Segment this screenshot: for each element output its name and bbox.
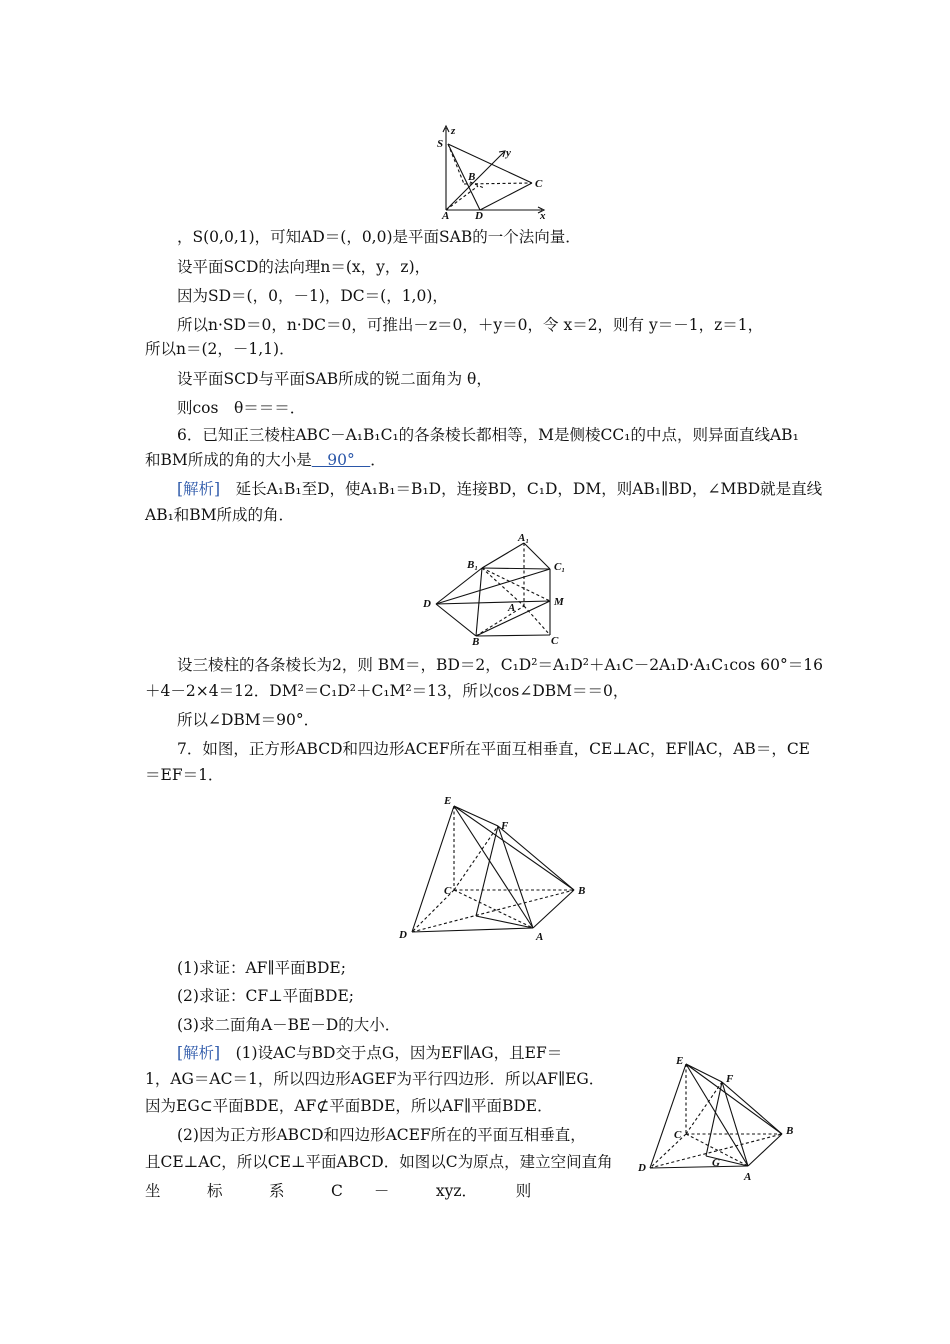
label-A1: A₁ [518,534,530,544]
label-C1: C₁ [554,561,566,573]
label-F: F [726,1073,734,1085]
figure-triangular-prism [420,534,580,646]
label-C: C [535,178,543,190]
label-M: M [554,596,564,608]
analysis-tag: [解析] [177,480,221,498]
part-1: (1)求证：AF∥平面BDE; [177,959,346,977]
figure-square-with-point-g [636,1054,806,1186]
solution-7-line-6: 坐 标 系 C － xyz． 则 [145,1182,532,1200]
label-x: x [540,210,546,220]
part-2: (2)求证：CF⊥平面BDE; [177,987,355,1005]
question-7-line-2: ＝EF＝1． [145,766,224,784]
text-line: 设平面SCD与平面SAB所成的锐二面角为 θ， [177,370,492,388]
label-y: y [506,147,511,159]
solution-text: (1)设AC与BD交于点G，因为EF∥AG，且EF＝ [220,1044,563,1062]
solution-7-line-3: 因为EG⊂平面BDE，AF⊄平面BDE，所以AF∥平面BDE． [145,1097,553,1115]
question-6-line-1: 6．已知正三棱柱ABC－A₁B₁C₁的各条棱长都相等，M是侧棱CC₁的中点，则异面直线AB₁ [177,426,799,444]
label-E: E [676,1055,684,1067]
label-B: B [786,1125,794,1137]
period: ． [370,451,386,469]
text-line: ，S(0,0,1)，可知AD＝(，0,0)是平面SAB的一个法向量． [177,228,581,246]
label-B1: B₁ [467,559,479,571]
label-A: A [508,602,516,614]
solution-7-line-5: 且CE⊥AC，所以CE⊥平面ABCD．如图以C为原点，建立空间直角 [145,1153,613,1171]
solution-6-line-3: 设三棱柱的各条棱长为2，则 BM＝，BD＝2，C₁D²＝A₁D²＋A₁C－2A₁D·A₁C₁cos 60°＝16 [177,656,823,674]
label-B: B [578,885,586,897]
figure-coordinate-pyramid [430,122,560,220]
text-line: 则cos θ＝＝＝． [177,399,306,417]
label-C: C [674,1129,682,1141]
solution-7-line-4: (2)因为正方形ABCD和四边形ACEF所在的平面互相垂直， [177,1126,586,1144]
label-A: A [744,1171,752,1183]
question-6-text: 和BM所成的角的大小是 [145,451,312,469]
label-B: B [472,636,480,646]
label-z: z [451,125,456,137]
label-D: D [638,1162,646,1174]
solution-6-line-1 [177,478,822,500]
label-E: E [444,795,452,807]
solution-text: 延长A₁B₁至D，使A₁B₁＝B₁D，连接BD，C₁D，DM，则AB₁∥BD，∠MBD就是直线 [220,480,823,498]
label-G: G [712,1157,720,1169]
label-C: C [551,635,559,646]
solution-6-line-4: ＋4－2×4＝12．DM²＝C₁D²＋C₁M²＝13，所以cos∠DBM＝＝0， [145,682,629,700]
answer-blank: 90° [311,451,371,469]
question-7-line-1: 7．如图，正方形ABCD和四边形ACEF所在平面互相垂直，CE⊥AC，EF∥AC，AB＝，CE [177,740,810,758]
question-6-line-2 [145,449,386,471]
figure-square-and-quadrilateral [396,794,596,944]
label-D: D [423,598,431,610]
label-S: S [437,138,444,150]
text-line: 因为SD＝(，0，－1)，DC＝(，1,0)， [177,287,448,305]
label-A: A [536,931,544,943]
label-D: D [475,210,483,220]
solution-6-line-5: 所以∠DBM＝90°． [177,711,320,729]
label-C: C [444,885,452,897]
solution-7-line-1 [177,1042,562,1064]
solution-7-line-2: 1，AG＝AC＝1，所以四边形AGEF为平行四边形．所以AF∥EG． [145,1070,605,1088]
label-D: D [399,929,407,941]
solution-6-line-2: AB₁和BM所成的角． [145,506,295,524]
text-line: 设平面SCD的法向理n＝(x，y，z)， [177,258,431,276]
text-line: 所以n＝(2，－1,1)． [145,340,295,358]
part-3: (3)求二面角A－BE－D的大小． [177,1016,401,1034]
label-B: B [468,171,476,183]
label-A: A [442,210,450,220]
text-line: 所以n·SD＝0，n·DC＝0，可推出－z＝0，＋y＝0，令 x＝2，则有 y＝－1，z＝1， [177,316,764,334]
label-F: F [501,820,509,832]
analysis-tag: [解析] [177,1044,221,1062]
